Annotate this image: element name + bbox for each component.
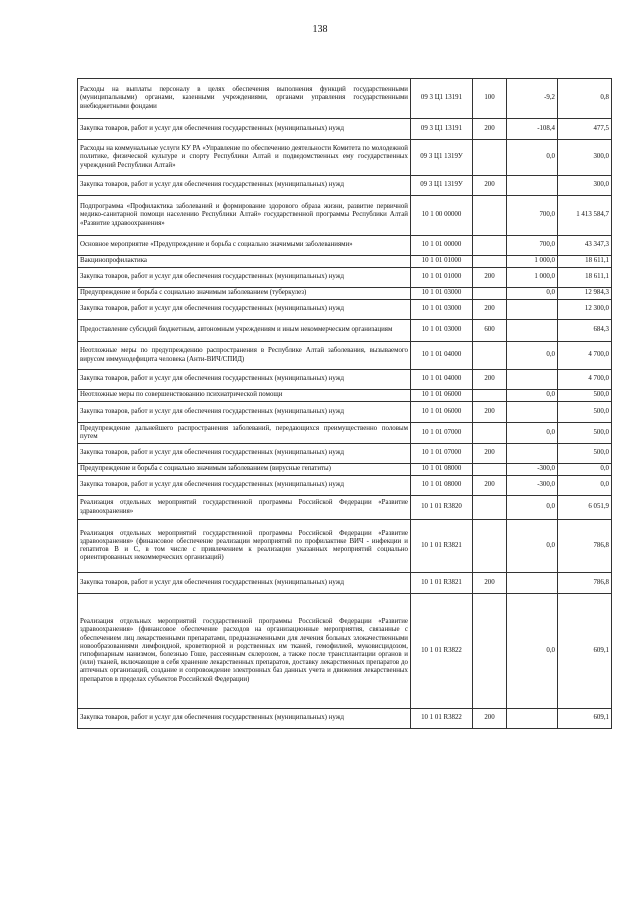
row-change-amount: 0,0 (507, 288, 558, 300)
row-expense-type (473, 464, 507, 476)
row-total-amount: 609,1 (558, 709, 612, 729)
row-total-amount: 0,0 (558, 464, 612, 476)
row-target-code: 10 1 01 04000 (411, 370, 473, 390)
row-change-amount: -9,2 (507, 79, 558, 119)
row-target-code: 09 3 Ц1 13191 (411, 119, 473, 140)
table-row (78, 496, 612, 520)
row-expense-type (473, 140, 507, 176)
row-expense-type: 200 (473, 402, 507, 423)
table-row (78, 594, 612, 709)
row-total-amount: 12 984,3 (558, 288, 612, 300)
row-expense-type (473, 423, 507, 444)
row-target-code: 10 1 01 R3821 (411, 520, 473, 573)
row-target-code: 10 1 01 R3820 (411, 496, 473, 520)
row-change-amount: 1 000,0 (507, 256, 558, 268)
row-total-amount: 786,8 (558, 573, 612, 594)
row-description: Реализация отдельных мероприятий государственной программы Российской Федерации «Развитие здравоохранения» (финансовое обеспечение расходов на организационные мероприятия, связанные с обеспечением лиц лекарственными препаратами, предназначенными для лечения больных злокачественными новообразованиями лимфоидной, кроветворной и родственных им тканей, гемофилией, муковисцидозом, гипофизарным нанизмом, болезнью Гоше, рассеянным склерозом, а также после трансплантации органов и (или) тканей, включающие в себя хранение лекарственных препаратов, доставку лекарственных препаратов до аптечных организаций, создание и сопровождение электронных баз данных учета и движения лекарственных препаратов в пределах субъектов Российской Федерации) (78, 594, 411, 709)
row-target-code: 10 1 01 03000 (411, 320, 473, 342)
row-target-code: 10 1 01 R3821 (411, 573, 473, 594)
row-change-amount: 0,0 (507, 140, 558, 176)
row-change-amount (507, 320, 558, 342)
row-description: Закупка товаров, работ и услуг для обеспечения государственных (муниципальных) нужд (78, 476, 411, 496)
row-description: Закупка товаров, работ и услуг для обеспечения государственных (муниципальных) нужд (78, 176, 411, 196)
row-expense-type: 200 (473, 573, 507, 594)
table-row (78, 176, 612, 196)
row-total-amount: 500,0 (558, 444, 612, 464)
row-target-code: 10 1 01 01000 (411, 256, 473, 268)
row-target-code: 09 3 Ц1 1319У (411, 140, 473, 176)
row-description: Закупка товаров, работ и услуг для обеспечения государственных (муниципальных) нужд (78, 402, 411, 423)
row-total-amount: 12 300,0 (558, 300, 612, 320)
row-expense-type (473, 520, 507, 573)
row-description: Закупка товаров, работ и услуг для обеспечения государственных (муниципальных) нужд (78, 709, 411, 729)
row-target-code: 10 1 01 07000 (411, 444, 473, 464)
row-total-amount: 18 611,1 (558, 268, 612, 288)
row-change-amount (507, 300, 558, 320)
row-change-amount (507, 573, 558, 594)
row-total-amount: 0,0 (558, 476, 612, 496)
row-expense-type (473, 594, 507, 709)
row-total-amount: 500,0 (558, 402, 612, 423)
row-expense-type: 200 (473, 300, 507, 320)
row-description: Основное мероприятие «Предупреждение и борьба с социально значимыми заболеваниями» (78, 236, 411, 256)
row-change-amount: 0,0 (507, 520, 558, 573)
row-description: Предупреждение дальнейшего распространения заболеваний, передающихся преимущественно половым путем (78, 423, 411, 444)
page-number: 138 (312, 24, 328, 35)
row-description: Закупка товаров, работ и услуг для обеспечения государственных (муниципальных) нужд (78, 444, 411, 464)
row-description: Закупка товаров, работ и услуг для обеспечения государственных (муниципальных) нужд (78, 300, 411, 320)
table-row (78, 709, 612, 729)
table-row (78, 140, 612, 176)
row-description: Закупка товаров, работ и услуг для обеспечения государственных (муниципальных) нужд (78, 573, 411, 594)
row-expense-type: 200 (473, 444, 507, 464)
row-expense-type: 200 (473, 268, 507, 288)
row-change-amount (507, 709, 558, 729)
row-expense-type: 200 (473, 119, 507, 140)
table-row (78, 79, 612, 119)
row-description: Расходы на выплаты персоналу в целях обеспечения выполнения функций государственными (муниципальными) органами, казенными учреждениями, органами управления государственными внебюджетными фондами (78, 79, 411, 119)
row-change-amount: 0,0 (507, 342, 558, 370)
table-row (78, 390, 612, 402)
row-target-code: 10 1 01 R3822 (411, 594, 473, 709)
table-row (78, 520, 612, 573)
row-total-amount: 500,0 (558, 390, 612, 402)
row-total-amount: 4 700,0 (558, 342, 612, 370)
table-row (78, 444, 612, 464)
table-row (78, 423, 612, 444)
row-total-amount: 684,3 (558, 320, 612, 342)
row-total-amount: 0,8 (558, 79, 612, 119)
row-expense-type: 100 (473, 79, 507, 119)
table-row (78, 464, 612, 476)
table-row (78, 268, 612, 288)
row-expense-type (473, 342, 507, 370)
row-description: Подпрограмма «Профилактика заболеваний и формирование здорового образа жизни, развитие первичной медико-санитарной помощи населению Республики Алтай» государственной программы Республики Алтай «Развитие здравоохранения» (78, 196, 411, 236)
row-change-amount: -300,0 (507, 476, 558, 496)
table-row (78, 342, 612, 370)
row-description: Неотложные меры по предупреждению распространения в Республике Алтай заболевания, вызываемого вирусом иммунодефицита человека (Анти-ВИЧ/СПИД) (78, 342, 411, 370)
row-target-code: 10 1 01 R3822 (411, 709, 473, 729)
row-target-code: 09 3 Ц1 13191 (411, 79, 473, 119)
row-total-amount: 300,0 (558, 140, 612, 176)
row-change-amount: -300,0 (507, 464, 558, 476)
table-row (78, 236, 612, 256)
row-change-amount (507, 176, 558, 196)
row-description: Вакцинопрофилактика (78, 256, 411, 268)
row-expense-type (473, 196, 507, 236)
row-expense-type (473, 288, 507, 300)
row-expense-type (473, 236, 507, 256)
row-total-amount: 43 347,3 (558, 236, 612, 256)
row-change-amount: 0,0 (507, 496, 558, 520)
row-total-amount: 500,0 (558, 423, 612, 444)
table-row (78, 476, 612, 496)
budget-table (77, 78, 612, 729)
row-total-amount: 1 413 584,7 (558, 196, 612, 236)
row-total-amount: 6 051,9 (558, 496, 612, 520)
row-target-code: 10 1 01 03000 (411, 300, 473, 320)
row-target-code: 09 3 Ц1 1319У (411, 176, 473, 196)
table-row (78, 256, 612, 268)
row-target-code: 10 1 01 00000 (411, 236, 473, 256)
table-row (78, 402, 612, 423)
row-description: Расходы на коммунальные услуги КУ РА «Управление по обеспечению деятельности Комитета по молодежной политике, физической культуре и спорту Республики Алтай и подведомственных ему государственных учреждений Республики Алтай» (78, 140, 411, 176)
row-change-amount (507, 402, 558, 423)
row-description: Реализация отдельных мероприятий государственной программы Российской Федерации «Развитие здравоохранения» (78, 496, 411, 520)
row-change-amount (507, 444, 558, 464)
row-change-amount: 0,0 (507, 423, 558, 444)
row-description: Закупка товаров, работ и услуг для обеспечения государственных (муниципальных) нужд (78, 119, 411, 140)
row-description: Неотложные меры по совершенствованию психиатрической помощи (78, 390, 411, 402)
row-expense-type: 200 (473, 476, 507, 496)
row-expense-type: 200 (473, 370, 507, 390)
table-row (78, 119, 612, 140)
row-change-amount: 0,0 (507, 390, 558, 402)
row-change-amount: 700,0 (507, 236, 558, 256)
row-target-code: 10 1 01 01000 (411, 268, 473, 288)
row-expense-type: 200 (473, 709, 507, 729)
row-change-amount: 0,0 (507, 594, 558, 709)
row-target-code: 10 1 01 07000 (411, 423, 473, 444)
row-change-amount: -108,4 (507, 119, 558, 140)
row-total-amount: 786,8 (558, 520, 612, 573)
row-change-amount (507, 370, 558, 390)
row-target-code: 10 1 01 06000 (411, 402, 473, 423)
table-row (78, 320, 612, 342)
row-description: Закупка товаров, работ и услуг для обеспечения государственных (муниципальных) нужд (78, 268, 411, 288)
table-row (78, 300, 612, 320)
table-row (78, 370, 612, 390)
row-target-code: 10 1 01 08000 (411, 476, 473, 496)
table-row (78, 196, 612, 236)
row-expense-type (473, 496, 507, 520)
row-total-amount: 4 700,0 (558, 370, 612, 390)
row-expense-type (473, 256, 507, 268)
row-target-code: 10 1 01 06000 (411, 390, 473, 402)
row-expense-type: 600 (473, 320, 507, 342)
row-description: Предоставление субсидий бюджетным, автономным учреждениям и иным некоммерческим организациям (78, 320, 411, 342)
row-change-amount: 700,0 (507, 196, 558, 236)
row-total-amount: 477,5 (558, 119, 612, 140)
budget-table-body (78, 79, 612, 729)
row-total-amount: 300,0 (558, 176, 612, 196)
row-description: Реализация отдельных мероприятий государственной программы Российской Федерации «Развитие здравоохранения» (финансовое обеспечение реализации мероприятий по профилактике ВИЧ - инфекции и гепатитов В и С, в том числе с привлечением к реализации указанных мероприятий социально ориентированных некоммерческих организаций) (78, 520, 411, 573)
row-target-code: 10 1 00 00000 (411, 196, 473, 236)
row-total-amount: 609,1 (558, 594, 612, 709)
row-change-amount: 1 000,0 (507, 268, 558, 288)
row-expense-type: 200 (473, 176, 507, 196)
row-target-code: 10 1 01 03000 (411, 288, 473, 300)
row-description: Закупка товаров, работ и услуг для обеспечения государственных (муниципальных) нужд (78, 370, 411, 390)
table-row (78, 573, 612, 594)
row-description: Предупреждение и борьба с социально значимым заболеванием (туберкулез) (78, 288, 411, 300)
table-row (78, 288, 612, 300)
row-total-amount: 18 611,1 (558, 256, 612, 268)
row-target-code: 10 1 01 04000 (411, 342, 473, 370)
row-target-code: 10 1 01 08000 (411, 464, 473, 476)
row-expense-type (473, 390, 507, 402)
row-description: Предупреждение и борьба с социально значимым заболеванием (вирусные гепатиты) (78, 464, 411, 476)
